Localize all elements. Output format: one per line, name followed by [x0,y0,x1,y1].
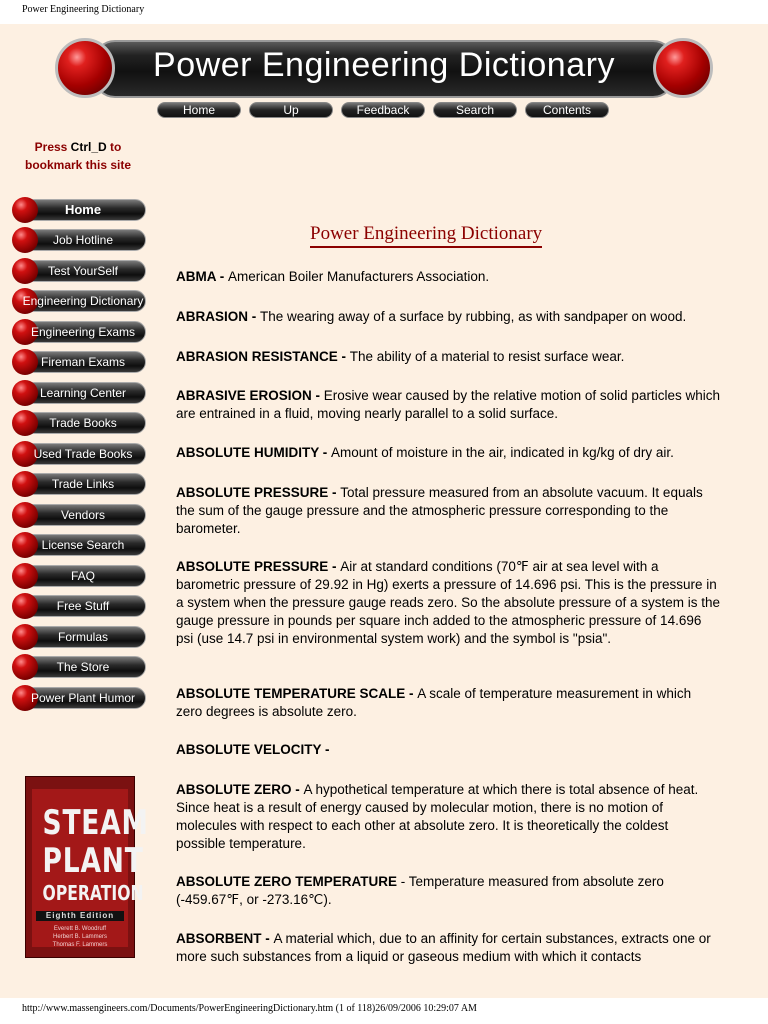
dictionary-entry: ABSOLUTE ZERO - A hypothetical temperature at which there is total absence of heat. Since heat is a result of energy caused by molecular motion, there is no motion of molecules with respect to each other at absolute zero. It is theoretically the coldest possible temperature. [176,782,699,851]
side-nav-the-store[interactable]: The Store [12,654,146,680]
bookmark-key: Ctrl_D [70,140,107,154]
side-nav-faq[interactable]: FAQ [12,563,146,589]
side-nav-test-yourself[interactable]: Test YourSelf [12,258,146,284]
bookmark-prefix: Press [34,140,71,154]
page-title: Power Engineering Dictionary [310,222,542,248]
site-banner [55,32,713,110]
dictionary-entry: ABRASIVE EROSION - Erosive wear caused by the relative motion of solid particles which are entrained in a fluid, moving nearly parallel to a solid surface. [176,388,720,421]
book-edition: Eighth Edition [36,911,124,921]
side-nav-home[interactable]: Home [12,197,146,223]
side-nav-power-plant-humor[interactable]: Power Plant Humor [12,685,146,711]
dictionary-entry: ABSORBENT - A material which, due to an affinity for certain substances, extracts one or more such substances from a liquid or gaseous medium with which it contacts [176,931,711,964]
side-nav-vendors[interactable]: Vendors [12,502,146,528]
dictionary-entry: ABRASION - The wearing away of a surface by rubbing, as with sandpaper on wood. [176,309,687,324]
side-nav-job-hotline[interactable]: Job Hotline [12,227,146,253]
bookmark-hint [10,138,146,174]
bookmark-line2: bookmark this site [24,158,132,172]
book-title-line2: PLANT [42,841,144,881]
dictionary-entry: ABSOLUTE PRESSURE - Total pressure measured from an absolute vacuum. It equals the sum of the gauge pressure and the atmospheric pressure corresponding to the barometer. [176,485,703,536]
side-nav-license-search[interactable]: License Search [12,532,146,558]
side-nav-trade-links[interactable]: Trade Links [12,471,146,497]
print-header: Power Engineering Dictionary [22,4,145,15]
side-nav-fireman-exams[interactable]: Fireman Exams [12,349,146,375]
top-nav-home-button[interactable]: Home [157,102,241,118]
side-nav-engineering-exams[interactable]: Engineering Exams [12,319,146,345]
top-nav-search-button[interactable]: Search [433,102,517,118]
top-nav-up-button[interactable]: Up [249,102,333,118]
side-nav-free-stuff[interactable]: Free Stuff [12,593,146,619]
print-footer: http://www.massengineers.com/Documents/PowerEngineeringDictionary.htm (1 of 118)26/09/2006 10:29:07 AM [22,1003,477,1014]
book-title-line1: STEAM [42,803,149,843]
dictionary-entry: ABMA - American Boiler Manufacturers Association. [176,269,490,284]
dictionary-entry: ABSOLUTE ZERO TEMPERATURE - Temperature measured from absolute zero (-459.67℉, or -273.16℃). [176,874,664,907]
top-nav-contents-button[interactable]: Contents [525,102,609,118]
dictionary-entry: ABSOLUTE PRESSURE - Air at standard conditions (70℉ air at sea level with a barometric pressure of 29.92 in Hg) exerts a pressure of 14.696 psi. This is the pressure in a system when the pressure gauge reads zero. So the absolute pressure of a system is the gauge pressure in pounds per square inch added to the atmospheric pressure of 14.696 psi (use 14.7 psi in environmental system work) and the symbol is "psia". [176,559,721,646]
banner-title: Power Engineering Dictionary [153,46,615,84]
top-nav-feedback-button[interactable]: Feedback [341,102,425,118]
dictionary-entry: ABSOLUTE TEMPERATURE SCALE - A scale of temperature measurement in which zero degrees is absolute zero. [176,686,692,719]
side-nav-engineering-dictionary[interactable]: Engineering Dictionary [12,288,146,314]
book-cover-image[interactable] [25,776,149,958]
book-title-line3: OPERATION [42,881,144,905]
dictionary-entry: ABRASION RESISTANCE - The ability of a material to resist surface wear. [176,349,625,364]
bookmark-suffix: to [106,140,122,154]
page [0,24,768,998]
side-nav-formulas[interactable]: Formulas [12,624,146,650]
side-nav-learning-center[interactable]: Learning Center [12,380,146,406]
dictionary-entry: ABSOLUTE HUMIDITY - Amount of moisture in the air, indicated in kg/kg of dry air. [176,445,674,460]
book-authors: Everett B. Woodruff Herbert B. Lammers Thomas F. Lammers [52,926,108,948]
dictionary-entry: ABSOLUTE VELOCITY - [176,742,330,757]
side-nav-used-trade-books[interactable]: Used Trade Books [12,441,146,467]
side-nav-trade-books[interactable]: Trade Books [12,410,146,436]
